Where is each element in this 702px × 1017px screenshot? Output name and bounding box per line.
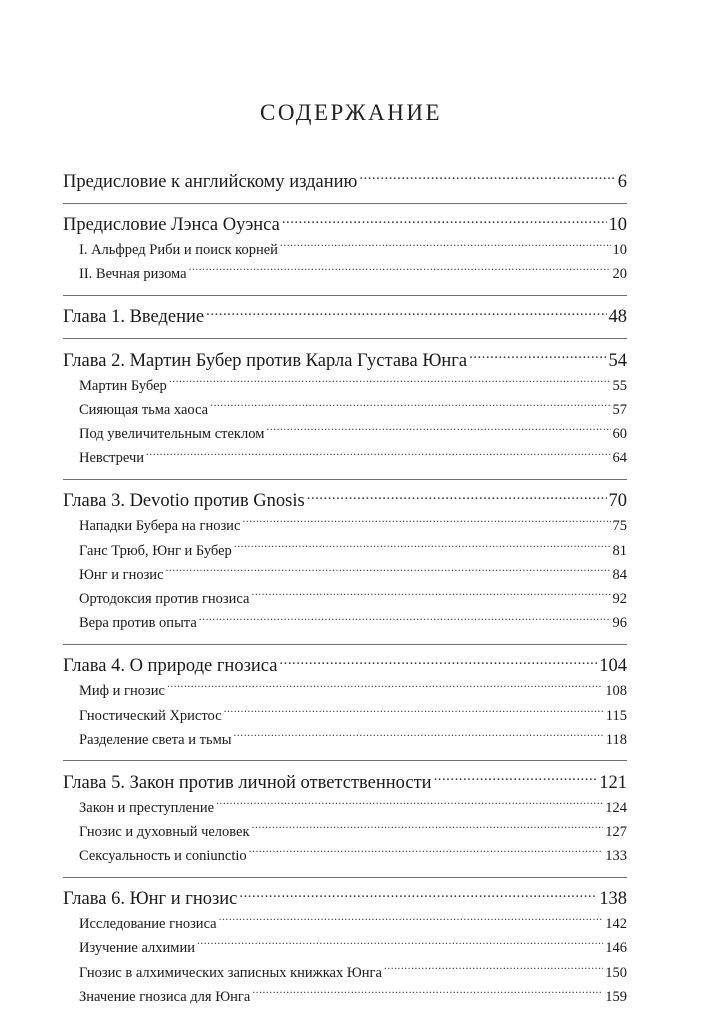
- toc-page-number: 84: [612, 566, 627, 583]
- toc-chapter-entry: [63, 769, 627, 796]
- toc-subsection-entry: [63, 961, 627, 985]
- toc-subsection-title: Исследование гнозиса: [79, 916, 217, 933]
- toc-page-number: 20: [612, 266, 627, 283]
- toc-page-number: 121: [599, 772, 627, 793]
- toc-subsection-entry: [63, 262, 627, 286]
- toc-section: [63, 296, 627, 340]
- dot-leader: [252, 986, 603, 1001]
- toc-subsection-entry: [63, 820, 627, 844]
- toc-subsection-title: Невстречи: [79, 450, 144, 467]
- toc-page-number: 142: [605, 916, 627, 933]
- toc-page-number: 133: [605, 848, 627, 865]
- dot-leader: [469, 347, 606, 366]
- toc-page-number: 55: [612, 377, 627, 394]
- toc-page-number: 57: [612, 401, 627, 418]
- toc-subsection-title: Гнозис в алхимических записных книжках Юнга: [79, 964, 382, 981]
- toc-chapter-entry: [63, 212, 627, 239]
- toc-page-number: 10: [612, 242, 627, 258]
- toc-subsection-entry: [63, 398, 627, 422]
- page-title: СОДЕРЖАНИЕ: [259, 100, 442, 125]
- dot-leader: [234, 729, 604, 744]
- toc-page-number: 127: [605, 823, 627, 840]
- toc-page-number: 115: [605, 707, 627, 724]
- dot-leader: [206, 304, 606, 323]
- toc-subsection-title: Нападки Бубера на гнозис: [79, 518, 241, 535]
- toc-chapter-title: Глава 5. Закон против личной ответственности: [63, 772, 432, 793]
- toc-subsection-entry: [63, 985, 627, 1009]
- toc-page-number: 146: [605, 940, 627, 957]
- toc-subsection-title: Сияющая тьма хаоса: [79, 401, 209, 418]
- toc-subsection-entry: [63, 796, 627, 820]
- toc-page-number: 124: [605, 799, 627, 816]
- toc-subsection-entry: [63, 514, 627, 538]
- toc-page-number: 104: [599, 656, 627, 677]
- toc-page-number: 81: [612, 542, 627, 559]
- toc-subsection-title: Закон и преступление: [79, 799, 215, 816]
- toc-subsection-entry: [63, 679, 627, 703]
- toc-subsection-entry: [63, 563, 627, 587]
- toc-subsection-title: Разделение света и тьмы: [79, 731, 232, 748]
- toc-page-number: 159: [605, 988, 627, 1005]
- toc-chapter-title: Глава 4. О природе гнозиса: [63, 656, 278, 677]
- toc-section: [63, 339, 627, 480]
- toc-subsection-entry: [63, 728, 627, 752]
- toc-page-number: 118: [605, 731, 627, 748]
- toc-subsection-title: Вера против опыта: [79, 615, 197, 632]
- toc-subsection-entry: [63, 422, 627, 446]
- toc-chapter-entry: [63, 488, 627, 515]
- toc-subsection-title: I. Альфред Риби и поиск корней: [79, 242, 278, 258]
- toc-section: [63, 480, 627, 645]
- toc-page-number: 96: [612, 615, 627, 632]
- toc-subsection-entry: [63, 374, 627, 398]
- toc-chapter-entry: [63, 347, 627, 374]
- dot-leader: [266, 424, 610, 439]
- dot-leader: [169, 375, 611, 390]
- dot-leader: [434, 769, 598, 788]
- toc-subsection-entry: [63, 936, 627, 960]
- dot-leader: [242, 516, 610, 531]
- toc-subsection-title: Значение гнозиса для Юнга: [79, 988, 251, 1005]
- toc-page-number: 70: [608, 491, 627, 512]
- dot-leader: [216, 797, 603, 812]
- dot-leader: [282, 212, 607, 231]
- toc-subsection-title: Мартин Бубер: [79, 377, 167, 394]
- toc-section: [63, 878, 627, 1017]
- toc-page-number: 60: [612, 426, 627, 443]
- toc-section: [63, 204, 627, 296]
- dot-leader: [307, 488, 607, 507]
- toc-section: [63, 160, 627, 204]
- toc-chapter-title: Предисловие к английскому изданию: [63, 171, 358, 192]
- toc-page-number: 10: [608, 215, 627, 235]
- toc-page-number: 108: [605, 683, 627, 700]
- dot-leader: [224, 705, 604, 720]
- toc-page-number: 138: [599, 889, 627, 910]
- toc-chapter-title: Глава 6. Юнг и гнозис: [63, 889, 238, 910]
- toc-section: [63, 761, 627, 877]
- dot-leader: [146, 448, 611, 463]
- toc-page-number: 64: [612, 450, 627, 467]
- dot-leader: [384, 962, 603, 977]
- toc-section: [63, 645, 627, 761]
- dot-leader: [251, 589, 610, 604]
- dot-leader: [252, 821, 604, 836]
- dot-leader: [234, 540, 611, 555]
- toc-page-number: 54: [608, 350, 627, 371]
- dot-leader: [199, 613, 611, 628]
- toc-chapter-entry: [63, 886, 627, 913]
- dot-leader: [239, 886, 597, 905]
- toc-chapter-entry: [63, 304, 627, 331]
- toc-chapter-entry: [63, 168, 627, 195]
- toc-page-number: 48: [608, 307, 627, 328]
- dot-leader: [210, 399, 610, 414]
- dot-leader: [167, 681, 603, 696]
- toc-subsection-title: Под увеличительным стеклом: [79, 426, 265, 443]
- toc-subsection-title: Ортодоксия против гнозиса: [79, 591, 250, 608]
- toc-subsection-title: Изучение алхимии: [79, 940, 195, 957]
- toc-chapter-title: Глава 3. Devotio против Gnosis: [63, 491, 305, 512]
- toc-chapter-title: Предисловие Лэнса Оуэнса: [63, 215, 280, 235]
- dot-leader: [279, 653, 597, 672]
- table-of-contents: [63, 160, 627, 1017]
- dot-leader: [219, 914, 604, 929]
- toc-subsection-entry: [63, 704, 627, 728]
- toc-page-number: 75: [612, 518, 627, 535]
- toc-chapter-title: Глава 1. Введение: [63, 307, 205, 328]
- toc-subsection-title: Ганс Трюб, Юнг и Бубер: [79, 542, 232, 559]
- toc-page-number: 92: [612, 591, 627, 608]
- dot-leader: [166, 564, 611, 579]
- toc-subsection-entry: [63, 446, 627, 470]
- toc-subsection-entry: [63, 587, 627, 611]
- toc-chapter-entry: [63, 653, 627, 680]
- toc-subsection-title: Сексуальность и coniunctio: [79, 848, 247, 865]
- toc-subsection-entry: [63, 539, 627, 563]
- toc-subsection-entry: [63, 238, 627, 262]
- dot-leader: [197, 938, 603, 953]
- toc-subsection-title: Юнг и гнозис: [79, 566, 164, 583]
- toc-page-number: 6: [617, 171, 627, 192]
- dot-leader: [189, 264, 611, 279]
- dot-leader: [249, 846, 604, 861]
- toc-subsection-entry: [63, 844, 627, 868]
- toc-subsection-title: II. Вечная ризома: [79, 266, 187, 283]
- toc-subsection-entry: [63, 611, 627, 635]
- toc-chapter-title: Глава 2. Мартин Бубер против Карла Густава Юнга: [63, 350, 468, 371]
- toc-page-number: 150: [605, 964, 627, 981]
- dot-leader: [280, 240, 611, 255]
- toc-subsection-title: Гнозис и духовный человек: [79, 823, 250, 840]
- dot-leader: [359, 168, 615, 187]
- toc-subsection-title: Миф и гнозис: [79, 683, 165, 700]
- toc-subsection-title: Гностический Христос: [79, 707, 222, 724]
- toc-subsection-entry: [63, 912, 627, 936]
